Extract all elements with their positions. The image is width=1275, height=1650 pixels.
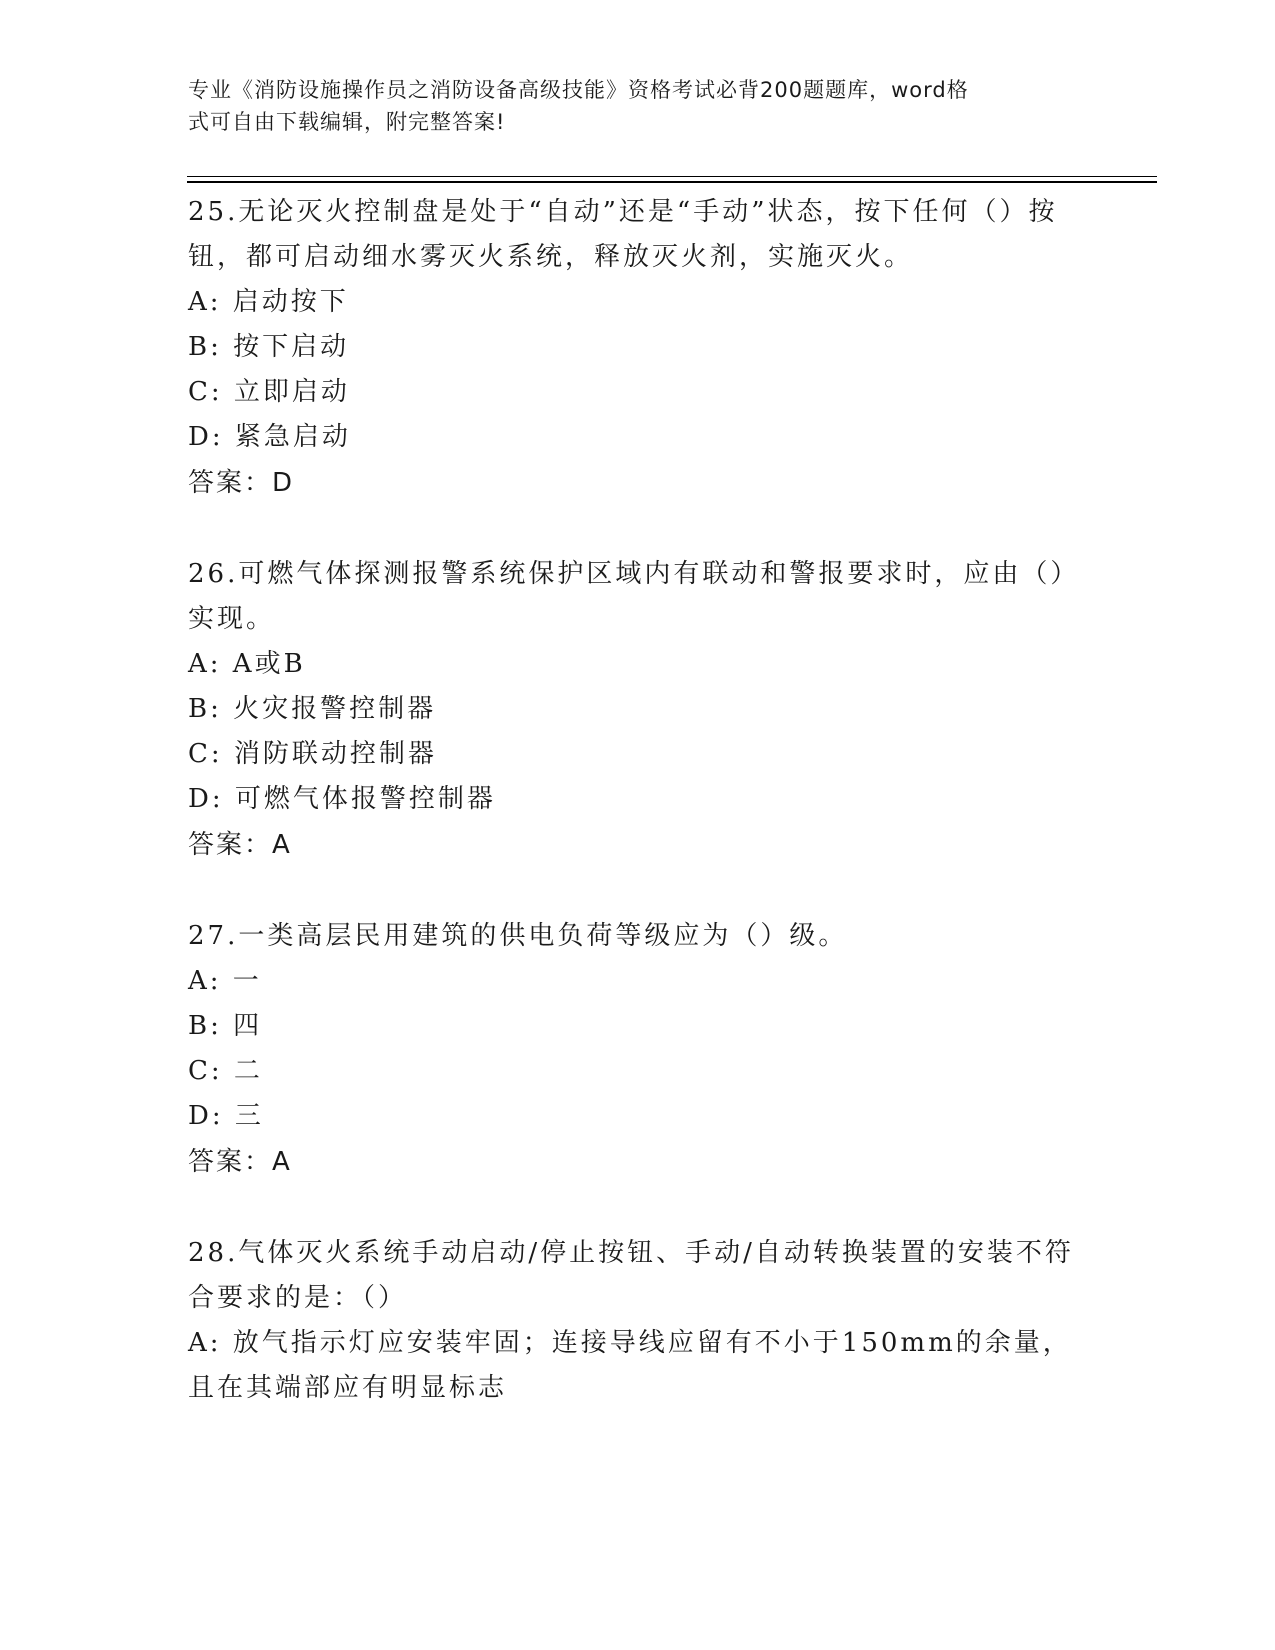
answer-label: 答案：A — [188, 830, 292, 860]
answer-label: 答案：A — [188, 1147, 292, 1177]
header-divider-thin — [187, 176, 1157, 177]
option-d: D: 三 — [188, 1101, 264, 1131]
option-b: B: 按下启动 — [188, 332, 350, 362]
option-a: A: 启动按下 — [188, 287, 349, 317]
question-25 — [188, 190, 1088, 507]
header-divider-thick — [187, 181, 1157, 183]
question-text: 27.一类高层民用建筑的供电负荷等级应为（）级。 — [188, 921, 848, 951]
option-b: B: 四 — [188, 1011, 263, 1041]
option-a: A: 一 — [188, 966, 262, 996]
question-26 — [188, 552, 1088, 869]
option-d: D: 紧急启动 — [188, 422, 351, 452]
option-a: A: A或B — [188, 649, 306, 679]
option-a: A: 放气指示灯应安装牢固；连接导线应留有不小于150mm的余量，且在其端部应有明显标志 — [188, 1328, 1072, 1403]
question-text: 26.可燃气体探测报警系统保护区域内有联动和警报要求时，应由（）实现。 — [188, 559, 1080, 634]
option-d: D: 可燃气体报警控制器 — [188, 784, 496, 814]
option-b: B: 火灾报警控制器 — [188, 694, 437, 724]
question-27 — [188, 914, 1088, 1186]
question-28 — [188, 1231, 1088, 1411]
option-c: C: 二 — [188, 1056, 263, 1086]
header-line-2: 式可自由下载编辑，附完整答案! — [188, 110, 506, 134]
question-text: 28.气体灭火系统手动启动/停止按钮、手动/自动转换装置的安装不符合要求的是：（） — [188, 1238, 1074, 1313]
option-c: C: 消防联动控制器 — [188, 739, 437, 769]
answer-label: 答案：D — [188, 468, 295, 498]
option-c: C: 立即启动 — [188, 377, 350, 407]
question-list — [188, 190, 1088, 1456]
header-line-1: 专业《消防设施操作员之消防设备高级技能》资格考试必背200题题库，word格 — [188, 78, 969, 102]
document-header — [188, 74, 1068, 138]
question-text: 25.无论灭火控制盘是处于“自动”还是“手动”状态，按下任何（）按钮，都可启动细水雾灭火系统，释放灭火剂，实施灭火。 — [188, 197, 1058, 272]
